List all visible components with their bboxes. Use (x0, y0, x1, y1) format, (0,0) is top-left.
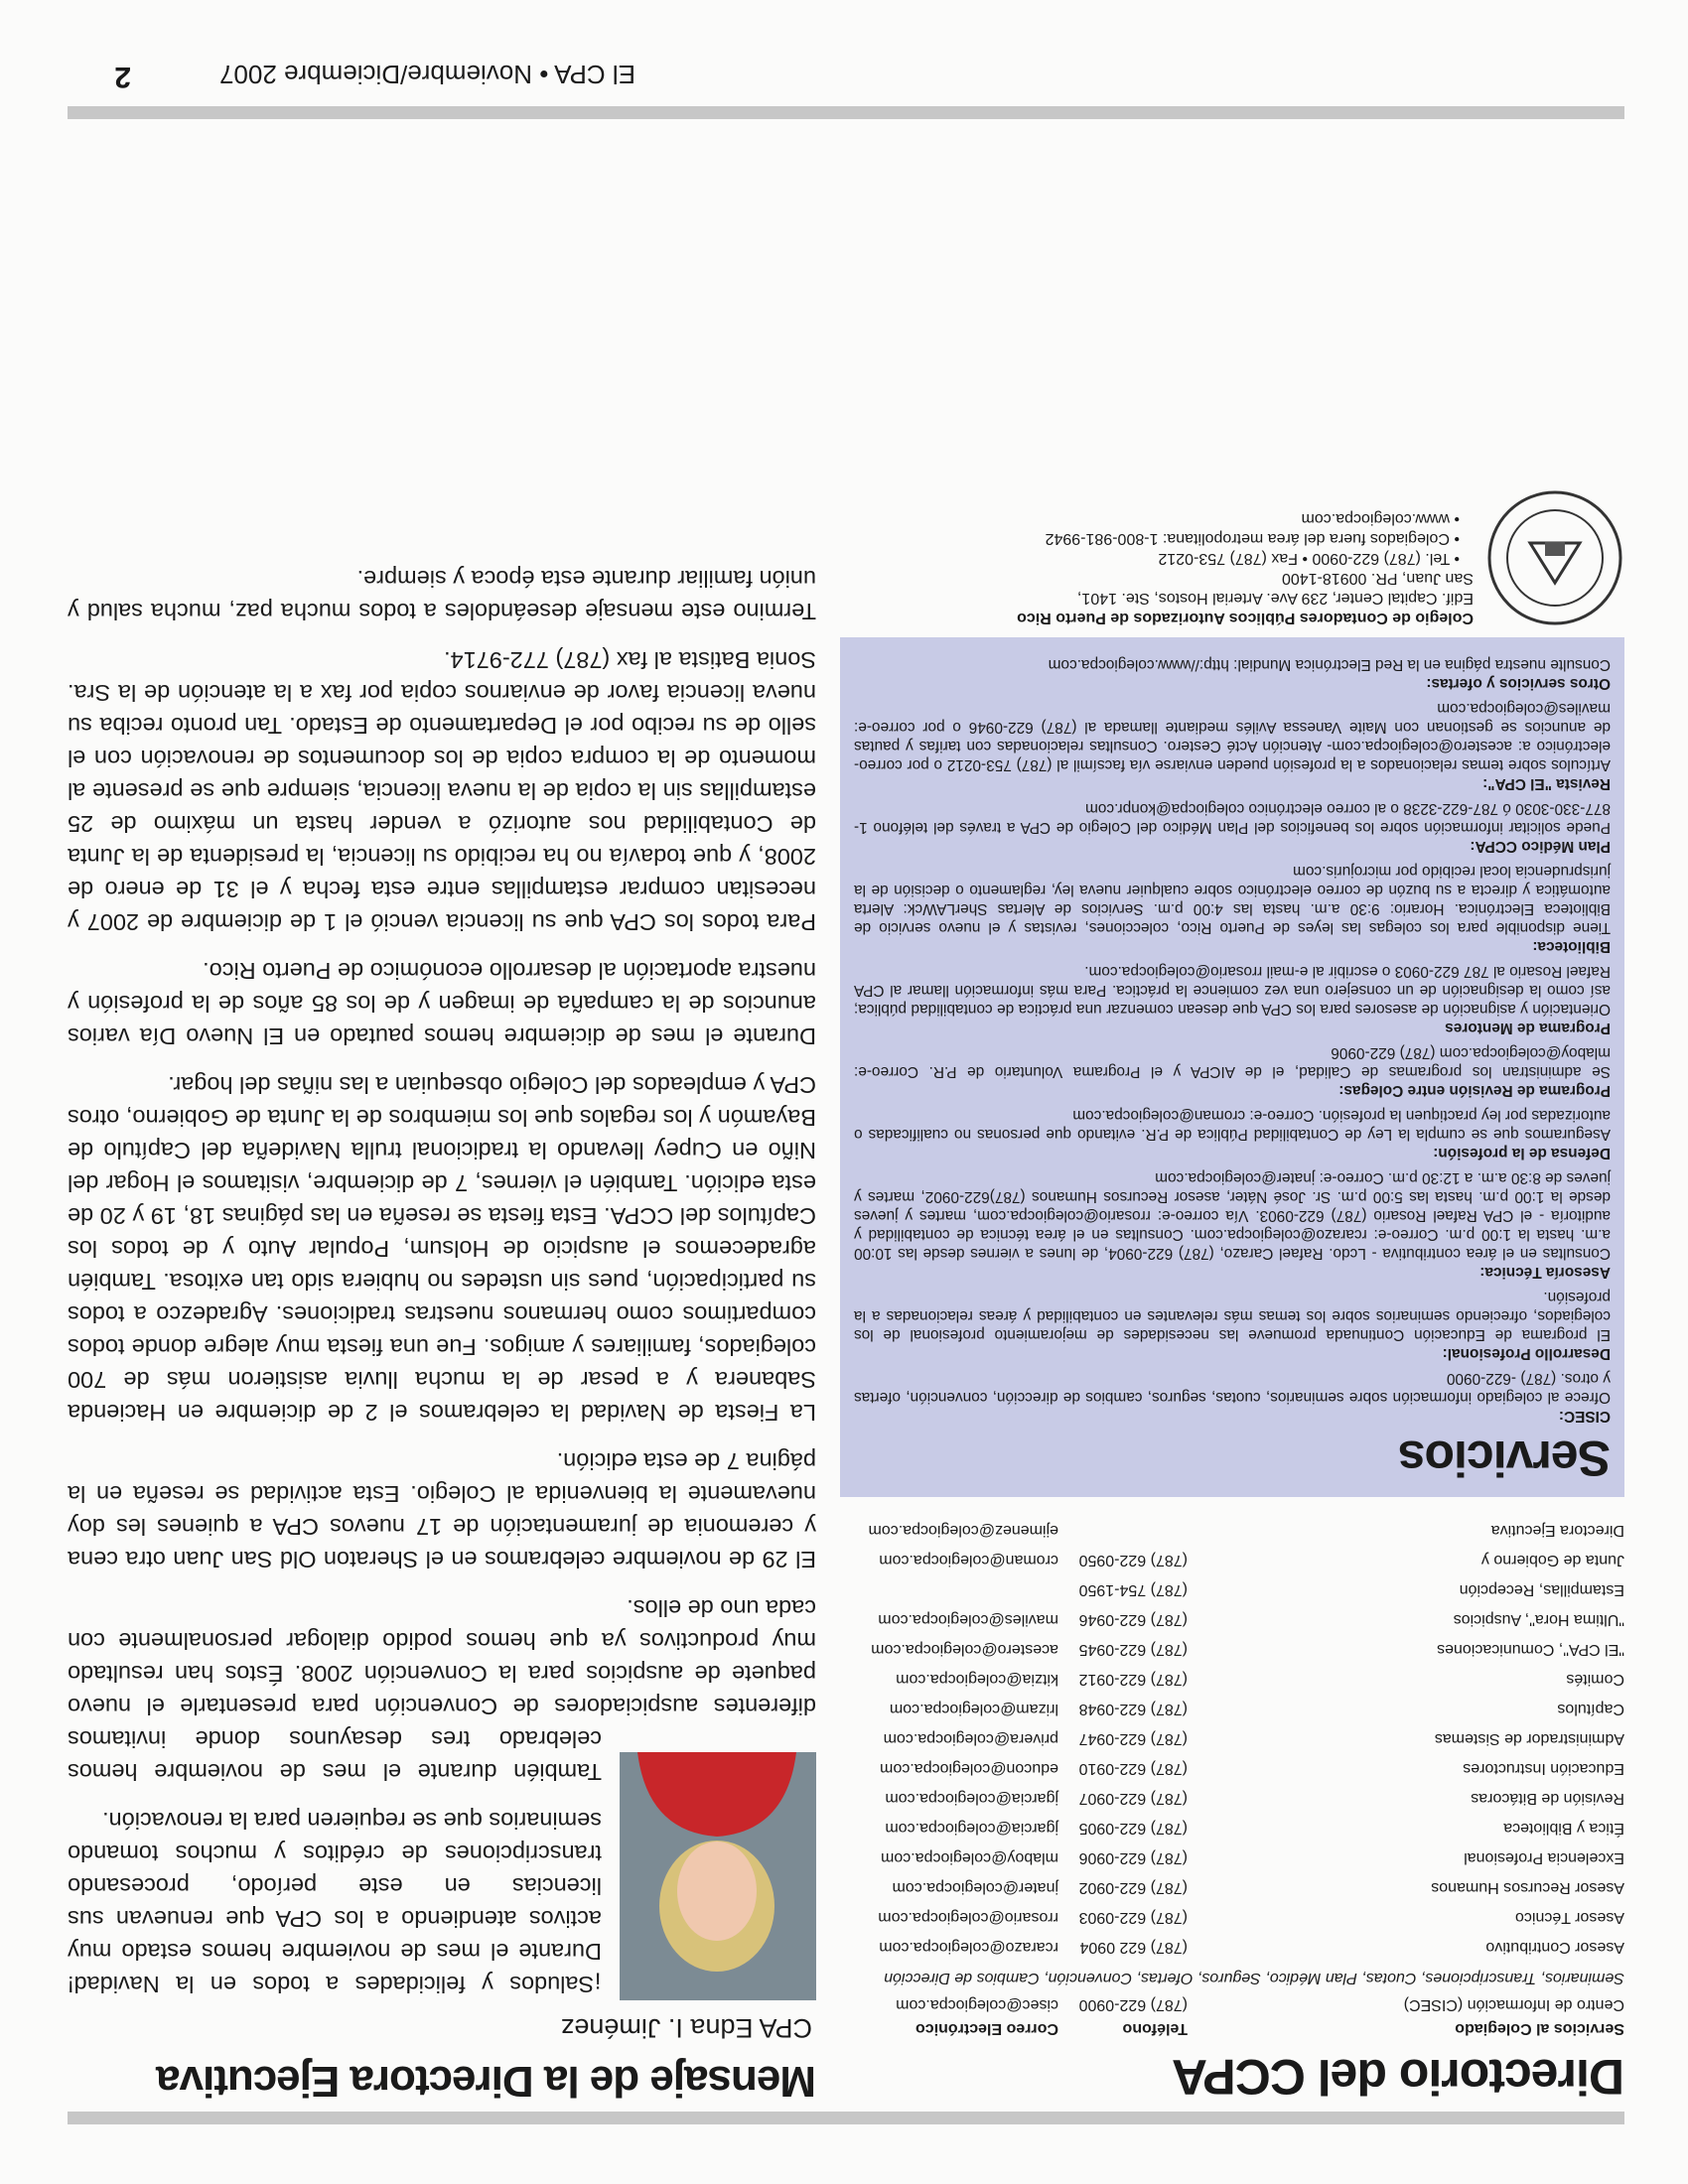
message-title: Mensaje de la Directora Ejecutiva (157, 2057, 816, 2106)
directory-row: Ética y Biblioteca (787) 622-0905 jgarcia@colegiocpa.com (885, 1820, 1624, 1837)
directory-note: Seminarios, Transcripciones, Cuotas, Plan Médico, Seguros, Ofertas, Convención, Cambios de Dirección (884, 1970, 1624, 1986)
directory-row: Directora Ejecutiva ejimenez@colegiocpa.com (868, 1522, 1624, 1539)
service-text: Consultas en el área contributiva - Lcdo. Rafael Carazo, (787) 622-0904, de lunes a viernes desde las 10:00 a.m. hasta la 1:00 p.m. Correo-e: rcarazo@colegiocpa.com. Consultas en el área técnica de contabilidad y auditoría - el CPA Rafael Rosario (787) 622-0903. Vía correo-e: rrosario@colegiocpa.com, martes y jueves desde la 1:00 p.m. hasta las 5:00 p.m. Sr. José Náter, asesor Recursos Humanos (787)622-0902, martes y jueves de 8:30 a.m. a 12:30 p.m. Correo-e: jnater@colegiocpa.com (854, 1169, 1611, 1262)
author-photo (620, 1752, 816, 2000)
message-column (68, 546, 816, 2105)
service-heading: Otros servicios y ofertas: (1426, 675, 1611, 692)
directory-row: Excelencia Profesional (787) 622-0906 mlaboy@colegiocpa.com (881, 1849, 1624, 1866)
service-text: Aseguramos que se cumpla la Ley de Contabilidad Pública de P.R. evitando que personas no cualificadas o autorizadas por ley practiquen la profesión. Correo-e: croman@colegiocpa.com (854, 1107, 1611, 1143)
message-paragraph: El 29 de noviembre celebramos en el Sheraton Old San Juan otra cena y ceremonia de juramentación de 17 nuevos CPA a quienes les doy nuevamente la bienvenida al Colegio. Esta actividad se reseña en la página 7 de esta edición. (68, 1448, 816, 1572)
service-heading: Asesoría Técnica: (1479, 1264, 1611, 1281)
message-paragraph: Termino este mensaje deseándoles a todos mucha paz, mucha salud y unión familiar durante esta época y siempre. (68, 566, 816, 624)
directory-row: Administrador de Sistemas (787) 622-0947 privera@colegiocpa.com (883, 1730, 1624, 1747)
directory-row: Revisión de Bitácoras (787) 622-0907 jgarcia@colegiocpa.com (885, 1790, 1624, 1807)
directory-row: Junta de Gobierno y (787) 622-0950 croman@colegiocpa.com (879, 1552, 1624, 1569)
service-text: Ofrece al colegiado información sobre seminarios, cuotas, seguros, cambios de dirección, convención, ofertas y otros. (787) -622-0900 (854, 1370, 1611, 1406)
message-author: CPA Edna I. Jiménez (560, 2013, 812, 2043)
service-text: Orientación y asignación de asesores para los CPA que desean comenzar una práctica de contabilidad pública; así como la designación de un consejero una vez comience la práctica. Para más información llamar al CPA Rafael Rosario al 787 622-0903 o escribir al e-mail rrosario@colegiocpa.com. (854, 963, 1611, 1018)
service-heading: CISEC: (1558, 1408, 1611, 1425)
service-heading: Defensa de la profesión: (1433, 1145, 1611, 1161)
directory-row: "Ultima Hora", Auspicios (787) 622-0946 maviles@colegiocpa.com (878, 1611, 1624, 1628)
directory-row: Capítulos (787) 622-0948 lrizam@colegiocpa.com (889, 1701, 1624, 1717)
directory-row: Educación Instructores (787) 622-0910 educon@colegiocpa.com (880, 1760, 1624, 1777)
page-number: 2 (114, 61, 131, 93)
directory-rows (840, 1515, 1624, 1962)
service-heading: Plan Médico CCPA: (1470, 838, 1611, 855)
footer-text: Colegio de Contadores Públicos Autorizados de Puerto Rico Edif. Capital Center, 239 Ave. Arterial Hostos, Ste. 1401, San Juan, PR. 00918-1400 • Tel. (787) 622-0900 • Fax (787) 753-0212 • Colegiados fuera del área metropolitana: 1-800-981-9942 • www.colegiocpa.com (1017, 510, 1474, 626)
message-paragraph: ¡Saludos y felicidades a todos en la Navidad! Durante el mes de noviembre hemos estado muy activos atendiendo a los CPA que renuevan sus licencias en este período, procesando transcripciones de créditos y muchos tomando seminarios que se requieren para la renovación. (68, 1808, 602, 1997)
services-list (854, 655, 1611, 1426)
message-paragraph: La Fiesta de Navidad la celebramos el 2 de diciembre en Hacienda Sabanera y a pesar de la mucha lluvia asistieron más de 700 colegiados, familiares y amigos. Fue una fiesta muy alegre donde todos compartimos como hermanos nuestras tradiciones. Agradezco a todos su participación, pues sin ustedes no hubiera sido tan exitosa. También agradecemos el auspicio de Holsum, Popular Auto y de todos los Capítulos del CCPA. Esta fiesta se reseña en las páginas 18, 19 y 20 de esta edición. También el viernes, 7 de diciembre, visitamos el Hogar del Niño en Cupey llevando la tradicional trulla Navideña del Capítulo de Bayamón y los regalos que los miembros de la Junta de Gobierno, otros CPA y empleados del Colegio obsequian a las niñas del hogar. (68, 1072, 816, 1426)
masthead: El CPA • Noviembre/Diciembre 2007 (218, 60, 635, 89)
directory-row: Comités (787) 622-0912 kitzia@colegiocpa.com (896, 1671, 1624, 1688)
directory-row: Centro de Información (CISEC) (787) 622-0900 cisec@colegiocpa.com (896, 1996, 1624, 2013)
service-text: Consulte nuestra página en la Red Electrónica Mundial: http://www.colegiocpa.com (1048, 656, 1611, 673)
message-paragraph: También durante el mes de noviembre hemos celebrado tres desayunos donde invitamos diferentes auspiciadores de Convención para presentarle el nuevo paquete de auspicios para la Convención 2008. Éstos han resultado muy productivos ya que hemos podido dialogar personalmente con cada uno de ellos. (68, 1595, 816, 1785)
service-text: El programa de Educación Continuada promueve las necesidades de mejoramiento profesional de los colegiados, ofreciendo seminarios sobre los temas más relevantes en contabilidad y áreas relacionadas a la profesión. (854, 1289, 1611, 1343)
service-heading: Biblioteca: (1532, 938, 1611, 955)
message-paragraph: Durante el mes de diciembre hemos pautado en El Nuevo Día varios anuncios de la campaña de imagen y de los 85 años de la profesión y nuestra aportación al desarrollo económico de Puerto Rico. (68, 958, 816, 1049)
service-heading: Revista "El CPA": (1482, 775, 1611, 792)
college-seal-icon (1485, 488, 1624, 627)
service-text: Se administran los programas de Calidad, el de AICPA y el Programa Voluntario de P.R. Correo-e: mlaboy@colegiocpa.com (787) 622-0906 (854, 1044, 1611, 1080)
service-heading: Desarrollo Profesional: (1442, 1345, 1611, 1362)
directory-row: "El CPA", Comunicaciones (787) 622-0945 acestero@colegiocpa.com (871, 1641, 1624, 1658)
directory-row: Asesor Técnico (787) 622-0903 rrosario@colegiocpa.com (878, 1909, 1624, 1926)
directory-header: Servicios al Colegiado Teléfono Correo Electrónico (914, 2020, 1624, 2037)
top-rule (68, 2112, 1624, 2124)
services-box (840, 637, 1624, 1497)
directory-row: Estampillas, Recepción (787) 754-1950 (1078, 1581, 1624, 1598)
services-title: Servicios (1398, 1431, 1611, 1486)
directory-row: Asesor Contributivo (787) 622 0904 rcarazo@colegiocpa.com (879, 1939, 1624, 1956)
portrait-icon (620, 1752, 816, 2000)
service-heading: Programa de Mentores (1445, 1020, 1611, 1036)
bottom-rule (68, 106, 1624, 119)
footer (840, 488, 1624, 627)
service-text: Artículos sobre temas relacionados a la profesión pueden enviarse vía facsímil al (787) 753-0212 o por correo-electrónico a: acestero@colegiocpa.com- Atención Acté Cestero. Consultas relacionadas con tarifas y pautas de anuncios se gestionan con Maite Vanessa Avilés mediante llamada al (787) 622-0946 o por correo-e: maviles@colegiocpa.com (854, 700, 1611, 773)
message-paragraph: Para todos los CPA que su licencia venció el 1 de diciembre de 2007 y necesitan comprar estampillas entre esta fecha y el 31 de enero de 2008, y que todavía no ha recibido su licencia, la presidenta de la Junta de Contabilidad nos autorizó a vender hasta un máximo de 25 estampillas sin la copia de la nueva licencia, siempre que se presente al momento de la compra copia de los documentos de renovación con el sello de su recibo por el Departamento de Estado. Tan pronto reciba su nueva licencia favor de enviarnos copia por fax a la atención de la Sra. Sonia Batista al fax (787) 772-9714. (68, 647, 816, 935)
service-text: Puede solicitar información sobre los beneficios del Plan Médico del Colegio de CPA a través del teléfono 1-877-330-3030 ó 787-622-3238 o al correo electrónico colegiocpa@konpr.com (854, 800, 1611, 836)
directory-title: Directorio del CCPA (1172, 2049, 1624, 2105)
service-text: Tiene disponible para los colegas las leyes de Puerto Rico, colecciones, revistas y el nuevo servicio de Biblioteca Electrónica. Horario: 9:30 a.m. hasta las 4:00 p.m. Servicios de Alertas SherLAWck: Alerta automática y directa a su buzón de correo electrónico sobre cualquier nueva ley, reglamento o decisión de la jurisprudencia local recibido por microjuris.com (854, 863, 1611, 936)
service-heading: Programa de Revisión entre Colegas: (1338, 1082, 1611, 1099)
directory-row: Asesor Recursos Humanos (787) 622-0902 jnater@colegiocpa.com (892, 1879, 1624, 1896)
directory-column (840, 488, 1624, 2105)
